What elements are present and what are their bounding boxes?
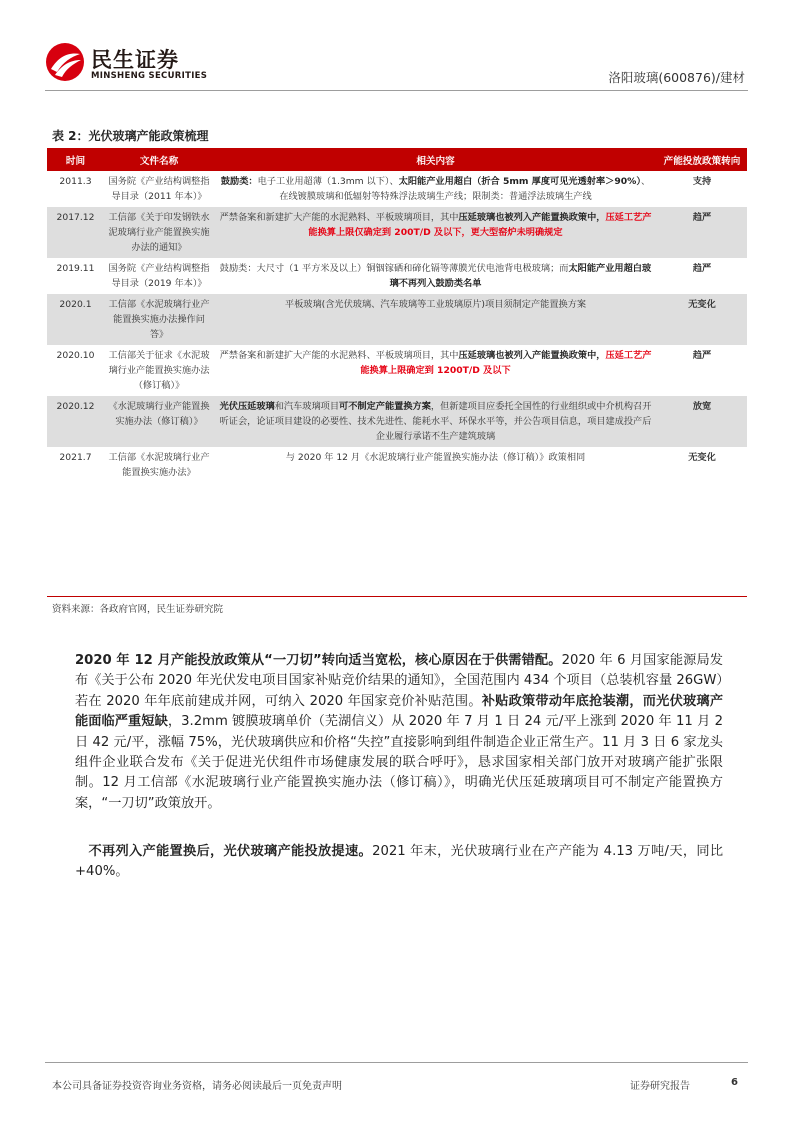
table-row [47,294,747,345]
cell-year: 2017.12 [47,207,104,258]
content-segment: 鼓励类：大尺寸（1 平方米及以上）铜铟镓硒和碲化镉等薄膜光伏电池背电极玻璃；而 [219,263,569,274]
footer-divider [45,1062,748,1063]
cell-policy-direction: 支持 [692,176,712,187]
cell-policy-direction: 无变化 [657,294,747,345]
cell-content [214,171,657,207]
header-divider [45,90,748,91]
table-row [47,447,747,483]
content-segment: 严禁备案和新建扩大产能的水泥熟料、平板玻璃项目，其中 [219,350,459,361]
cell-year: 2011.3 [59,176,92,187]
paragraph-text: 2020 年 6 月国家能源局发布《关于公布 2020 年光伏发电项目国家补贴竞价结果的通知》，全国范围内 434 个项目（总装机容量 26GW）若在 2020 年年底前建成并网，可纳入 2020 年国家竞价补贴范围。 [75,653,723,709]
table-row [47,171,747,207]
report-tag: 洛阳玻璃(600876)/建材 [608,70,745,85]
brand-name-en: MINSHENG SECURITIES [91,71,208,81]
column-header-direction: 产能投放政策转向 [657,148,747,171]
cell-file-name: 国务院《产业结构调整指导目录（2011 年本）》 [108,176,210,202]
policy-table [47,148,747,483]
cell-content [214,207,657,258]
paragraph-emphasis: 补贴政策带动年底抢装潮，而光伏玻璃产能面临严重短缺 [75,693,724,730]
cell-policy-direction: 无变化 [688,452,716,463]
cell-year: 2020.1 [47,294,104,345]
cell-year: 2020.10 [56,350,95,361]
content-segment: ，但新建项目应委托全国性的行业组织或中介机构召开听证会，论证项目建设的必要性、技术先进性、能耗水平、环保水平等，并公告项目信息，项目建成投产后企业履行承诺不生产建筑玻璃 [219,401,652,442]
cell-file-name: 工信部关于征求《水泥玻璃行业产能置换实施办法（修订稿）》 [108,350,210,391]
column-header-year: 时间 [47,148,104,171]
column-header-content: 相关内容 [214,148,657,171]
paragraph-lead: 2020 年 12 月产能投放政策从“一刀切”转向适当宽松，核心原因在于供需错配。 [75,653,562,668]
content-segment: 、在线镀膜玻璃和低辐射等特殊浮法玻璃生产线；限制类：普通浮法玻璃生产线 [279,176,651,202]
content-segment: 与 2020 年 12 月《水泥玻璃行业产能置换实施办法（修订稿）》政策相同 [285,452,586,463]
content-segment: 和汽车玻璃项目 [274,401,340,412]
table-row [47,396,747,447]
content-segment: 压延工艺产能换算上限确定到 1200T/D 及以下 [360,350,652,376]
footer-doc-type: 证券研究报告 [630,1081,690,1092]
page-number: 6 [731,1077,738,1088]
content-segment: 太阳能产业用超白（折合 5mm 厚度可见光透射率＞90%） [398,176,641,187]
table-title: 表 2：光伏玻璃产能政策梳理 [52,129,209,143]
cell-policy-direction: 趋严 [692,350,712,361]
brand-logo [45,42,208,86]
paragraph-lead: 不再列入产能置换后，光伏玻璃产能投放提速。 [88,844,373,859]
cell-content [214,345,657,396]
cell-file-name: 工信部《水泥玻璃行业产能置换实施办法》 [108,452,210,478]
paragraph-text: 2021 年末，光伏玻璃行业在产产能为 4.13 万吨/天，同比+40%。 [75,844,724,880]
paragraph-text: ，3.2mm 镀膜玻璃单价（芜湖信义）从 2020 年 7 月 1 日 24 元/平上涨到 2020 年 11 月 2 日 42 元/平，涨幅 75%，光伏玻璃供应和价格“失控”直接影响到组件制造企业正常生产。11 月 3 日 6 家龙头组件企业联合发布《关于促进光伏组件市场健康发展的联合呼吁》，恳求国家相关部门放开对玻璃产能扩张限制。12 月工信部《水泥玻璃行业产能置换实施办法（修订稿）》，明确光伏压延玻璃项目可不制定产能置换方案，“一刀切”政策放开。 [75,714,724,811]
cell-content [214,294,657,345]
content-segment: 政策中， [568,212,606,223]
cell-content [214,258,657,294]
cell-file-name: 工信部《水泥玻璃行业产能置换实施办法操作问答》 [104,294,214,345]
table-bottom-rule [47,596,747,597]
content-segment: 平板玻璃(含光伏玻璃、汽车玻璃等工业玻璃原片)项目须制定产能置换方案 [284,299,587,310]
cell-policy-direction: 趋严 [657,207,747,258]
content-segment: 电子工业用超薄（1.3mm 以下）、 [257,176,399,187]
cell-content [214,447,657,483]
minsheng-logo-icon [45,42,85,82]
footer-disclaimer: 本公司具备证券投资咨询业务资格，请务必阅读最后一页免责声明 [52,1081,342,1092]
content-segment: 鼓励类： [220,176,258,187]
paragraph-capacity [75,842,723,883]
table-row [47,345,747,396]
cell-content [214,396,657,447]
content-segment: 严禁备案和新建扩大产能的水泥熟料、平板玻璃项目，其中 [219,212,459,223]
cell-year: 2019.11 [56,263,95,274]
table-row [47,258,747,294]
cell-policy-direction: 放宽 [657,396,747,447]
content-segment: 可不制定产能置换方案 [339,401,431,412]
cell-policy-direction: 趋严 [692,263,712,274]
content-segment: 压延玻璃也被列入产能置换政策中， [458,350,606,361]
paragraph-supply-demand [75,651,723,814]
content-segment: 光伏压延玻璃 [219,401,275,412]
content-segment: 太阳能产业用超白玻璃不再列入鼓励类名单 [389,263,652,289]
cell-year: 2021.7 [59,452,92,463]
cell-year: 2020.12 [47,396,104,447]
brand-name-cn: 民生证券 [91,48,179,72]
cell-file-name: 国务院《产业结构调整指导目录（2019 年本）》 [108,263,210,289]
table-body [47,171,747,483]
table-header-row [47,148,747,171]
content-segment: 压延玻璃也被列入产能置换 [458,212,569,223]
cell-file-name: 工信部《关于印发钢铁水泥玻璃行业产能置换实施办法的通知》 [104,207,214,258]
content-segment: 压延工艺产能换算上限仅确定到 200T/D 及以下，更大型窑炉未明确规定 [308,212,652,238]
table-row [47,207,747,258]
column-header-file: 文件名称 [104,148,214,171]
table-source: 资料来源：各政府官网，民生证券研究院 [52,604,224,615]
cell-file-name: 《水泥玻璃行业产能置换实施办法（修订稿）》 [104,396,214,447]
